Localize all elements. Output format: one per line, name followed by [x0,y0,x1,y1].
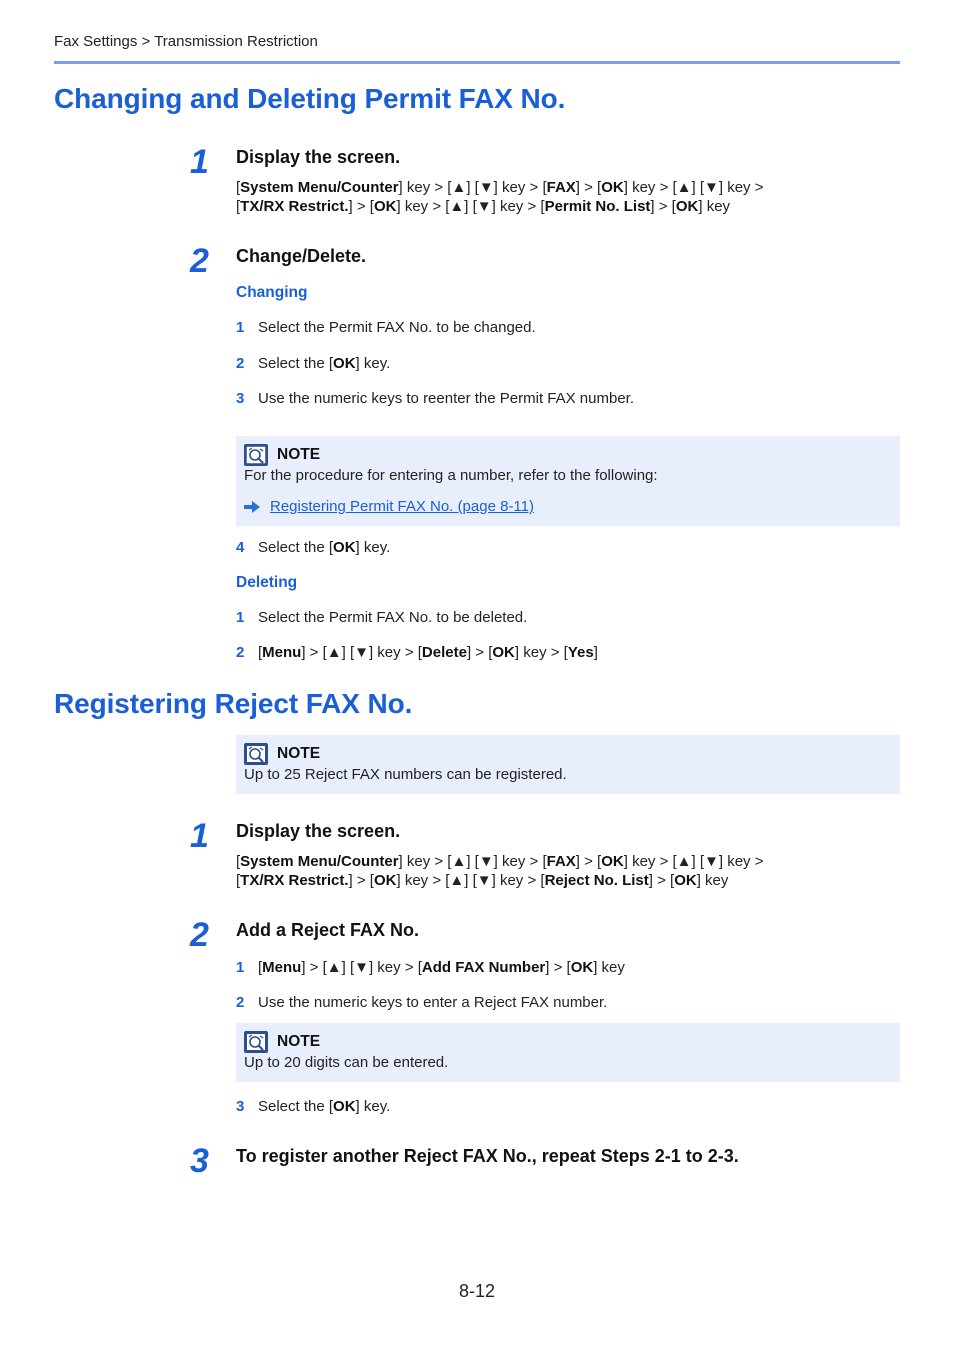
page-number: 8-12 [458,1281,496,1301]
sub-step [236,319,536,336]
sub-step-number: 2 [236,355,245,372]
step-number: 3 [190,1142,209,1180]
step-title: Add a Reject FAX No. [236,920,420,940]
key-name: OK [492,644,515,661]
key-name: Menu [262,644,302,661]
note-label: NOTE [277,1033,321,1050]
link-registering-permit-fax[interactable]: Registering Permit FAX No. (page 8-11) [270,498,535,515]
step-title: Display the screen. [236,147,401,167]
text-run: ] key [698,198,731,215]
note-icon [244,743,268,765]
text-run: [ [236,198,241,215]
key-name: OK [333,539,356,556]
key-name: OK [570,959,594,976]
text-run: ] > [ [466,644,493,661]
sub-step-number: 2 [236,644,245,661]
text-run: ] key > [▲] [▼] key > [ [396,198,545,215]
text-run: ] key > [▲] [▼] key > [ [398,179,547,196]
text-run: ] [593,644,598,661]
text-run: ] key. [355,355,391,372]
key-path-line [236,197,730,216]
note-text: Up to 20 digits can be entered. [244,1054,449,1071]
sub-step [236,959,625,976]
note-label: NOTE [277,446,321,463]
step-number: 1 [190,817,209,855]
header-rule [54,61,900,64]
note-box [236,735,900,794]
text-run: Select the [ [258,1098,334,1115]
text-run: ] > [▲] [▼] key > [ [301,959,422,976]
sub-step [236,539,390,556]
text-run: ] > [ [650,198,676,215]
key-name: OK [333,355,356,372]
step-number: 2 [190,242,209,280]
sub-step [236,390,634,407]
key-name: FAX [546,853,576,870]
sub-step [236,1098,390,1115]
step-number: 1 [190,143,209,181]
sub-step-number: 4 [236,539,245,556]
key-name: Add FAX Number [421,959,546,976]
key-name: OK [674,872,697,889]
key-name: Permit No. List [544,198,651,215]
text-run: Select the Permit FAX No. to be changed. [258,319,536,336]
note-box [236,1023,900,1082]
text-run: ] > [ [348,872,374,889]
note-text: For the procedure for entering a number, refer to the following: [244,467,658,484]
text-run: Select the Permit FAX No. to be deleted. [258,609,528,626]
key-name: OK [333,1098,356,1115]
subheading-deleting: Deleting [236,574,298,591]
sub-step [236,644,598,661]
key-name: System Menu/Counter [240,853,399,870]
sub-step-number: 3 [236,390,245,407]
text-run: ] key > [▲] [▼] key > [623,179,764,196]
section-title-reject: Registering Reject FAX No. [54,688,413,719]
text-run: [ [236,872,241,889]
key-name: OK [373,198,397,215]
subheading-changing: Changing [236,284,308,301]
note-label: NOTE [277,745,321,762]
key-name: Delete [421,644,467,661]
sub-step [236,355,390,372]
sub-step-number: 2 [236,994,245,1011]
key-name: OK [601,179,624,196]
key-name: TX/RX Restrict. [240,198,349,215]
text-run: ] key. [355,539,391,556]
key-name: OK [373,872,397,889]
text-run: Use the numeric keys to enter a Reject FAX number. [258,994,608,1011]
text-run: ] key > [▲] [▼] key > [ [396,872,545,889]
key-name: Yes [567,644,594,661]
text-run: ] key > [▲] [▼] key > [623,853,764,870]
sub-step [236,994,607,1011]
note-text: Up to 25 Reject FAX numbers can be registered. [244,766,567,783]
text-run: ] key [696,872,729,889]
breadcrumb: Fax Settings > Transmission Restriction [54,33,318,50]
key-name: Menu [262,959,302,976]
sub-step-number: 1 [236,609,245,626]
key-name: OK [675,198,699,215]
key-name: FAX [546,179,576,196]
step-title: Change/Delete. [236,246,367,266]
text-run: [ [236,179,241,196]
text-run: ] > [▲] [▼] key > [ [301,644,422,661]
note-icon [244,444,268,466]
text-run: Select the [ [258,539,334,556]
text-run: ] key [593,959,625,976]
text-run: ] > [ [348,198,374,215]
key-path-line [236,178,763,197]
note-icon [244,1031,268,1053]
sub-step-number: 1 [236,959,245,976]
arrow-right-icon [244,501,260,513]
note-link-row [244,498,534,515]
text-run: ] key. [355,1098,391,1115]
key-name: TX/RX Restrict. [240,872,349,889]
section-title-permit: Changing and Deleting Permit FAX No. [54,83,566,114]
text-run: ] key > [▲] [▼] key > [ [398,853,547,870]
note-box [236,436,900,526]
step-number: 2 [190,916,209,954]
sub-step-number: 1 [236,319,245,336]
step-title: To register another Reject FAX No., repeat Steps 2-1 to 2-3. [236,1146,739,1166]
sub-step [236,609,527,626]
text-run: [ [258,644,263,661]
key-path-line [236,852,763,871]
sub-step-number: 3 [236,1098,245,1115]
text-run: Use the numeric keys to reenter the Permit FAX number. [258,390,634,407]
key-name: System Menu/Counter [240,179,399,196]
text-run: [ [236,853,241,870]
key-name: Reject No. List [544,872,649,889]
text-run: [ [258,959,263,976]
text-run: Select the [ [258,355,334,372]
key-path-line [236,871,728,890]
text-run: ] > [ [545,959,571,976]
text-run: ] > [ [575,179,602,196]
key-name: OK [601,853,624,870]
text-run: ] key > [ [514,644,568,661]
step-title: Display the screen. [236,821,401,841]
text-run: ] > [ [575,853,602,870]
text-run: ] > [ [648,872,675,889]
